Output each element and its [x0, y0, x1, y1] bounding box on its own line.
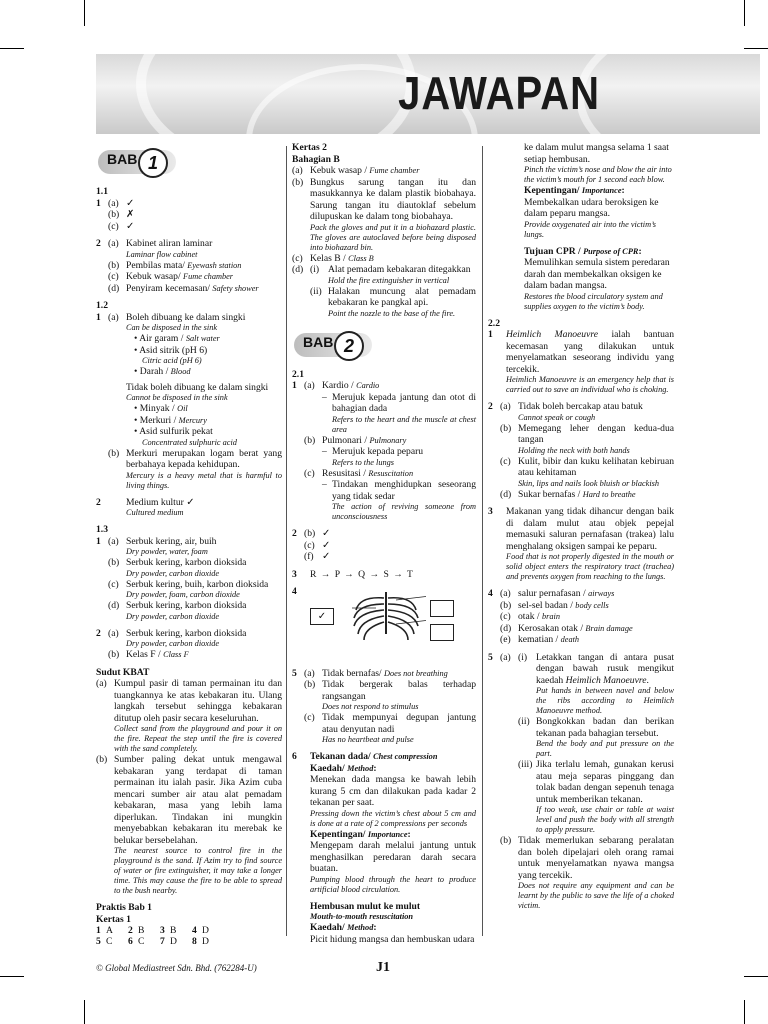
- section-number: 1.2: [96, 300, 108, 311]
- crop-mark: [744, 976, 768, 977]
- answer-item: (d) Serbuk kering, karbon dioksida Dry powder, carbon dioxide: [108, 600, 247, 621]
- answer-item: (d) Kerosakan otak / Brain damage: [500, 622, 633, 634]
- answer-item: 2 (a) Kabinet aliran laminar Laminar flow cabinet: [96, 238, 213, 259]
- chapter-label: BAB: [107, 151, 138, 167]
- section-number: 2.1: [292, 368, 304, 380]
- answer-item: (c) ✓: [96, 221, 282, 233]
- answer-item: (b) Sumber paling dekat untuk mengawal kebakaran yang terdapat di taman permainan itu ialah pasir. Jika Azim cuba mencari sumber air atau alat pemadam kebakaran, masa yang lebih lama diperlukan. Tindakan ini mungkin menyebabkan kebakaran itu merebak ke belukar bersebelahan. The nearest source to control fire in the playground is the sand. If Azim try to find source of water or fire extinguisher, it may take a longer time. This may cause the fire to be able to spread to the bush nearby.: [96, 754, 282, 895]
- crop-mark: [84, 1000, 85, 1024]
- crop-mark: [744, 1000, 745, 1024]
- check-mark-icon: ✓: [322, 551, 331, 562]
- answer-item: (ii) Bongkokkan badan dan berikan tekanan pada bahagian tersebut. Bend the body and put pressure on the part.: [518, 716, 674, 758]
- answer-item: (a) Kebuk wasap / Fume chamber: [292, 165, 420, 176]
- answer-item: 5 (a) (i) Letakkan tangan di antara pusat dengan bawah rusuk mengikut kaedah Heimlich Manoeuvre. Put hands in between navel and below the ribs according to Heimlich Manoeuvre method.: [488, 651, 674, 715]
- answer-item: (d) Penyiram kecemasan/ Safety shower: [108, 282, 259, 294]
- check-mark-icon: ✓: [126, 197, 135, 209]
- answer-item: 1 (a) ✓: [96, 198, 282, 210]
- check-mark-icon: ✓: [322, 528, 331, 539]
- answer-item: 1 (a) Kardio / Cardio – Merujuk kepada jantung dan otot di bahagian dada Refers to the heart and the muscle at chest area: [292, 380, 476, 434]
- answer-item: 1 (a) Boleh dibuang ke dalam singki Can be disposed in the sink • Air garam / Salt water • Asid sitrik (pH 6) Citric acid (pH 6) • Darah / Blood Tidak boleh dibuang ke dalam singki Cannot be disposed in the sink • Minyak / Oil • Merkuri / Mercury • Asid sulfurik pekat Concentrated sulphuric acid: [96, 311, 269, 447]
- chapter-label: BAB: [303, 333, 334, 350]
- page-number: J1: [376, 960, 390, 975]
- answer-item: (c) ✓: [292, 540, 476, 552]
- crop-mark: [0, 48, 24, 49]
- chapter-badge: [98, 148, 282, 178]
- section-number: 2.2: [488, 317, 500, 329]
- kertas-label: Kertas 2: [292, 142, 327, 153]
- crop-mark: [744, 0, 745, 26]
- answer-item: (d) Sukar bernafas / Hard to breathe: [500, 488, 636, 500]
- page-title: JAWAPAN: [398, 68, 600, 120]
- check-mark-icon: ✓: [186, 496, 195, 508]
- answer-item: 4 (a) salur pernafasan / airways: [488, 588, 615, 599]
- answer-item: 1 (a) Serbuk kering, air, buih Dry powder, water, foam: [96, 535, 217, 556]
- answer-item: 2 Medium kultur ✓ Cultured medium: [96, 496, 195, 517]
- section-number: 1.1: [96, 186, 108, 197]
- answer-item: (b) sel-sel badan / body cells: [500, 599, 609, 611]
- answer-item: (b) ✗: [96, 209, 282, 221]
- ribcage-icon: [346, 590, 426, 650]
- answer-item: (ii) Halakan muncung alat pemadam kebakaran ke pangkal api. Point the nozzle to the base of the fire.: [310, 285, 476, 318]
- answer-item: (c) Serbuk kering, buih, karbon dioksida Dry powder, foam, carbon dioxide: [108, 578, 269, 599]
- chapter-number: 1: [138, 148, 168, 178]
- answer-item: (c) Tidak mempunyai degupan jantung atau denyutan nadi Has no heartbeat and pulse: [304, 712, 476, 744]
- label-box: [430, 600, 454, 617]
- bahagian-label: Bahagian B: [292, 153, 340, 165]
- kertas-label: Kertas 1: [96, 913, 131, 925]
- answer-item: 3 Makanan yang tidak dihancur dengan baik di dalam mulut atau objek pepejal memasuki saluran pernafasan (trakea) lalu menghalang oksigen sampai ke peparu. Food that is not properly digested in the mouth or solid object enters the respiratory tract (trachea) and prevents oxygen from reaching to the lungs.: [488, 506, 674, 581]
- answer-item: (b) Pembilas mata/ Eyewash station: [108, 259, 242, 271]
- answer-item: (b) Tidak bergerak balas terhadap rangsangan Does not respond to stimulus: [304, 679, 476, 711]
- answer-item: (d) (i) Alat pemadam kebakaran ditegakkan Hold the fire extinguisher in vertical: [292, 264, 471, 285]
- ribcage-diagram: [304, 600, 476, 660]
- answer-item: (b) Merkuri merupakan logam berat yang berbahaya kepada kehidupan. Mercury is a heavy metal that is harmful to living things.: [108, 447, 282, 490]
- copyright-text: © Global Mediastreet Sdn. Bhd. (762284-U): [96, 963, 257, 973]
- answer-item: (c) Kebuk wasap/ Fume chamber: [108, 271, 234, 282]
- column-2: [292, 142, 476, 945]
- answer-item: (b) Memegang leher dengan kedua-dua tangan Holding the neck with both hands: [500, 422, 674, 455]
- answer-item: (b) Bungkus sarung tangan itu dan masukkannya ke dalam plastik biobahaya. Sarung tangan itu diautoklaf sebelum dilupuskan ke dalam tong biobahaya. Pack the gloves and put it in a biohazard plastic. The gloves are autoclaved before being disposed into biohazard bin.: [292, 176, 476, 252]
- label-box: [310, 608, 334, 625]
- check-mark-icon: ✓: [126, 220, 135, 232]
- answer-item: 3 R → P → Q → S → T: [292, 568, 414, 580]
- crop-mark: [84, 0, 85, 26]
- check-mark-icon: ✓: [322, 539, 331, 551]
- answer-item: (c) Kulit, bibir dan kuku kelihatan kebiruan atau kehitaman Skin, lips and nails look bluish or blackish: [500, 455, 674, 488]
- objective-answers: 1 A 2 B 3 B 4 D 5 C 6 C 7 D 8 D: [96, 925, 209, 947]
- column-1: [96, 142, 282, 947]
- section-number: 1.3: [96, 524, 108, 535]
- answer-item: (b) Tidak memerlukan sebarang peralatan dan boleh dipelajari oleh orang ramai untuk menyelamatkan nyawa mangsa yang tercekik. Does not require any equipment and can be learnt by the public to save the life of a choked victim.: [500, 835, 674, 910]
- crop-mark: [0, 976, 24, 977]
- chapter-badge: [294, 331, 476, 361]
- label-box: [430, 624, 454, 641]
- check-mark-icon: ✓: [317, 610, 327, 622]
- answer-item: (e) kematian / death: [500, 634, 580, 645]
- answer-item: (b) Kelas F / Class F: [108, 649, 189, 660]
- praktis-heading: Praktis Bab 1: [96, 902, 152, 913]
- answer-item: 2 (b) ✓: [292, 528, 476, 540]
- answer-item: (c) Kelas B / Class B: [292, 252, 374, 264]
- column-divider: [286, 146, 287, 936]
- crop-mark: [744, 48, 768, 49]
- chapter-number: 2: [334, 331, 364, 361]
- answer-item: (b) Pulmonari / Pulmonary – Merujuk kepada peparu Refers to the lungs: [304, 434, 424, 467]
- answer-item: 1 Heimlich Manoeuvre ialah bantuan kecemasan yang dilakukan untuk menyelamatkan seseorang individu yang tercekik. Heimlich Manoeuvre is an emergency help that is carried out to save an individual who is choking.: [488, 329, 674, 394]
- answer-item: (a) Kumpul pasir di taman permainan itu dan tuangkannya ke atas kebakaran itu. Ulang langkah tersebut sehingga kebakaran ditutup oleh pasir secara keseluruhan. Collect sand from the playground and pour it on the fire. Repeat the step until the fire is covered with the sand completely.: [96, 678, 282, 753]
- cross-mark-icon: ✗: [126, 209, 135, 220]
- answer-item: (c) otak / brain: [500, 611, 560, 622]
- answer-item: (c) Resusitasi / Resuscitation – Tindakan menghidupkan seseorang yang tidak sedar The action of reviving someone from unconsciousness: [304, 467, 476, 521]
- column-3: ke dalam mulut mangsa selama 1 saat setiap hembusan. Pinch the victim’s nose and blow the air into the victim’s mouth for 1 second each blow. Kepentingan/ Importance: Membekalkan udara beroksigen ke dalam peparu mangsa. Provide oxygenated air into the victim’s lungs. Tujuan CPR / Purpose of CPR: Memulihkan semula sistem peredaran darah dan membekalkan oksigen ke dalam badan mangsa. Restores the blood circulatory system and supplies oxygen to the victim’s body. 2.2 1 Heimlich Manoeuvre ialah bantuan kecemasan yang dilakukan untuk menyelamatkan seseorang individu yang tercekik. Heimlich Manoeuvre is an emergency help that is carried out to save an individual who is choking. 2 (a) Tidak boleh bercakap atau batuk Cannot speak or cough (b) Memegang leher dengan kedua-dua tangan Holding the neck with both hands (c) Kulit, bibir dan kuku kelihatan kebiruan atau kehitaman Skin, lips and nails look bluish or blackish (d) Sukar bernafas / Hard to breathe 3 Makanan yang tidak dihancur dengan baik di dalam mulut atau objek pepejal memasuki saluran pernafasan (trakea) lalu menghalang oksigen sampai ke peparu. Food that is not properly digested in the mouth or solid object enters the respiratory tract (trachea) and prevents oxygen from reaching to the lungs. 4 (a) salur pernafasan / airways (b) sel-sel badan / body cells (c) otak / brain (d) Kerosakan otak / Brain damage (e) kematian / death 5 (a) (i) Letakkan tangan di antara pusat dengan bawah rusuk mengikut kaedah Heimlich Manoeuvre. Put hands in between navel and below the ribs according to Heimlich Manoeuvre method. (ii) Bongkokkan badan dan berikan tekanan pada bahagian tersebut. Bend the body and put pressure on the part. (iii) Jika terlalu lemah, gunakan kerusi atau meja separas pinggang dan tolak badan dengan sepenuh tenaga untuk memberikan tekanan. If too weak, use chair or table at waist level and push the body with all strength to apply pressure. (b) Tidak memerlukan sebarang peralatan dan boleh dipelajari oleh orang ramai untuk menyelamatkan nyawa mangsa yang tercekik. Does not require any equipment and can be learnt by the public to save the life of a choked victim.: [488, 142, 674, 910]
- column-divider: [482, 146, 483, 936]
- answer-item: (b) Serbuk kering, karbon dioksida Dry powder, carbon dioxide: [108, 557, 247, 578]
- answer-item: (f) ✓: [292, 551, 476, 563]
- answer-item: 2 (a) Serbuk kering, karbon dioksida Dry powder, carbon dioxide: [96, 627, 247, 648]
- header-banner: [96, 54, 760, 134]
- kbat-heading: Sudut KBAT: [96, 666, 150, 678]
- answer-item: 2 (a) Tidak boleh bercakap atau batuk Cannot speak or cough: [488, 401, 643, 422]
- answer-item: 6 Tekanan dada/ Chest compression Kaedah/ Method: Menekan dada mangsa ke bawah lebih kurang 5 cm dan dilakukan pada kadar 2 tekanan per saat. Pressing down the victim’s chest about 5 cm and is done at a rate of 2 compressions per seconds Kepentingan/ Importance: Mengepam darah melalui jantung untuk menghasilkan peredaran darah secara buatan. Pumping blood through the heart to produce artificial blood circulation. Hembusan mulut ke mulut Mouth-to-mouth resuscitation Kaedah/ Method: Picit hidung mangsa dan hembuskan udara: [292, 751, 476, 945]
- answer-item: 5 (a) Tidak bernafas/ Does not breathing: [292, 667, 448, 679]
- answer-item: (iii) Jika terlalu lemah, gunakan kerusi atau meja separas pinggang dan tolak badan dengan sepenuh tenaga untuk memberikan tekanan. If too weak, use chair or table at waist level and push the body with all strength to apply pressure.: [518, 759, 674, 834]
- answer-item: 4: [292, 586, 297, 597]
